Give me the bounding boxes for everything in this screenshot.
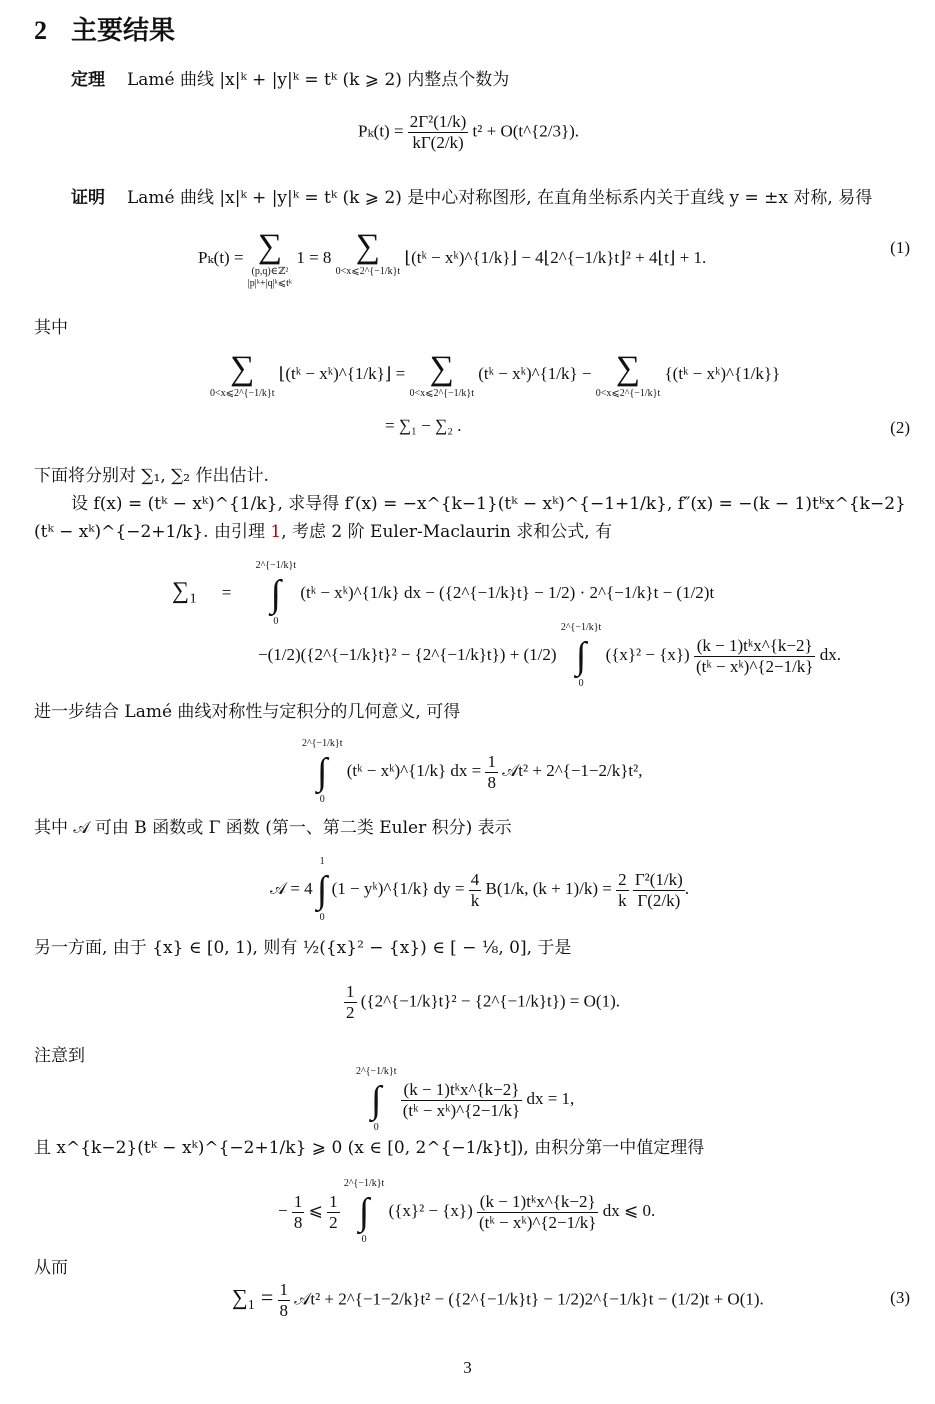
integral-sign (344, 1178, 385, 1246)
fraction-denominator: k (470, 890, 480, 910)
section-heading (34, 10, 175, 47)
eq2-term2: (tᵏ − xᵏ)^{1/k} − (478, 363, 592, 383)
sum-symbol: ∑ (230, 350, 255, 387)
weight-fraction (477, 1192, 598, 1233)
integral-symbol: ∫ (317, 751, 328, 793)
integral-upper-limit: 2^{−1/k}t (302, 738, 343, 749)
integral-lower-limit: 0 (273, 616, 279, 627)
one-eighth-fraction (485, 752, 498, 793)
one-eighth-fraction (292, 1192, 305, 1233)
integral-upper-limit: 2^{−1/k}t (356, 1066, 397, 1077)
sum1-dx: dx. (819, 644, 841, 664)
sum1-expansion-line-2 (258, 622, 841, 690)
fraction-denominator: 8 (293, 1212, 303, 1232)
note-text: 注意到 (34, 1046, 85, 1066)
mv-mid: ({x}² − {x}) (388, 1200, 473, 1220)
integral-symbol: ∫ (358, 1191, 370, 1233)
integral-symbol: ∫ (270, 573, 282, 615)
sum1-fraction (694, 636, 815, 677)
derivative-text-2: , 考虑 2 阶 Euler-Maclaurin 求和公式, 有 (281, 522, 613, 542)
four-over-k (469, 870, 482, 911)
integral-symbol: ∫ (371, 1079, 382, 1121)
sum-symbol: ∑ (615, 350, 641, 387)
integral-symbol: ∫ (575, 635, 587, 677)
sum-symbol: ∑ (429, 350, 454, 387)
sum-symbol: ∑ (257, 228, 283, 265)
two-over-k (616, 870, 629, 911)
sum1-lhs: ∑₁ (172, 577, 198, 604)
eq2-sum-a (210, 350, 275, 400)
integral-lower-limit: 0 (319, 794, 325, 805)
integral-sign (256, 560, 297, 628)
fraction-numerator: 1 (487, 751, 496, 771)
further-text: 进一步结合 Lamé 曲线对称性与定积分的几何意义, 可得 (34, 702, 461, 722)
section-number: 2 (34, 16, 47, 45)
eq2-term3: {(tᵏ − xᵏ)^{1/k}} (664, 363, 781, 383)
fraction-numerator: 4 (470, 869, 480, 889)
half-fraction (344, 982, 357, 1023)
equation-2-line-2: = ∑₁ − ∑₂ . (385, 416, 462, 435)
sum1-fraction-numerator: (k − 1)tᵏx^{k−2} (694, 636, 815, 657)
equation-1 (198, 228, 888, 290)
derivative-paragraph (34, 490, 910, 546)
gamma-denominator: Γ(2/k) (637, 890, 681, 910)
integral-equals-one (356, 1066, 574, 1134)
eq2-sum-b (410, 350, 475, 400)
fraction-denominator: 2 (346, 1003, 355, 1022)
weight-fraction (401, 1080, 522, 1121)
estimate-intro: 下面将分别对 ∑₁, ∑₂ 作出估计. (34, 466, 269, 486)
sum1-expansion-line-1 (172, 560, 714, 628)
equation-number-2: (2) (890, 418, 910, 437)
eq1-rhs: ⌊(tᵏ − xᵏ)^{1/k}⌋ − 4⌊2^{−1/k}t⌋² + 4⌊t⌋ + 1. (404, 247, 707, 267)
section-title: 主要结果 (71, 16, 176, 46)
integral-sign (302, 738, 343, 806)
fraction-denominator: (tᵏ − xᵏ)^{2−1/k} (479, 1212, 597, 1232)
big-o-text: ({2^{−1/k}t}² − {2^{−1/k}t}) = O(1). (360, 991, 620, 1011)
proof-intro-paragraph (34, 184, 910, 212)
integral-sign (561, 622, 602, 690)
fraction-denominator: 8 (279, 1301, 289, 1320)
theorem-fraction-numerator: 2Γ²(1/k) (409, 112, 467, 131)
integral-lower-limit: 0 (361, 1234, 367, 1245)
equation-3 (232, 1280, 764, 1321)
half-fraction (327, 1192, 340, 1233)
note-rhs: dx = 1, (526, 1088, 575, 1108)
integral-lower-limit: 0 (578, 678, 584, 689)
mv-le: ⩽ (308, 1200, 323, 1220)
fraction-numerator: 1 (279, 1280, 289, 1299)
equation-number-1: (1) (890, 238, 910, 257)
mean-value-intro: 且 x^{k−2}(tᵏ − xᵏ)^{−2+1/k} ⩾ 0 (x ∈ [0, 2^{−1/k}t]), 由积分第一中值定理得 (34, 1138, 705, 1158)
theorem-formula (358, 112, 579, 153)
theorem-fraction-denominator: kΓ(2/k) (412, 133, 464, 152)
equation-2-line-1 (210, 350, 780, 400)
mv-minus: − (278, 1200, 288, 1220)
integral-upper-limit: 2^{−1/k}t (560, 622, 602, 633)
A-lhs: 𝒜 = 4 (270, 878, 313, 898)
theorem-formula-lhs: Pₖ(t) = (358, 121, 404, 141)
eq1-lhs: Pₖ(t) = (198, 247, 244, 267)
eq1-sum2-limit: 0<x⩽2^{−1/k}t (335, 266, 401, 277)
proof-intro-text: Lamé 曲线 |x|ᵏ + |y|ᵏ = tᵏ (k ⩾ 2) 是中心对称图形, 在直角坐标系内关于直线 y = ±x 对称, 易得 (127, 188, 873, 208)
fraction-numerator: 1 (346, 982, 355, 1001)
theorem-paragraph (71, 66, 911, 94)
where-text: 其中 (34, 318, 68, 338)
sum1-line2-text: −(1/2)({2^{−1/k}t}² − {2^{−1/k}t}) + (1/2) (258, 644, 557, 664)
big-o-formula (344, 982, 620, 1023)
eq1-sum1-limit: (p,q)∈ℤ² (251, 266, 289, 277)
integral-sign (356, 1066, 397, 1134)
other-hand-text: 另一方面, 由于 {x} ∈ [0, 1), 则有 ½({x}² − {x}) ∈ [ − ⅛, 0], 于是 (34, 938, 572, 958)
fraction-numerator: (k − 1)tᵏx^{k−2} (477, 1192, 598, 1213)
fraction-numerator: 1 (293, 1191, 303, 1211)
derivative-text: 设 f(x) = (tᵏ − xᵏ)^{1/k}, 求导得 f′(x) = −x^{k−1}(tᵏ − xᵏ)^{−1+1/k}, f″(x) = −(k − 1)tᵏx^{k−2}(tᵏ − xᵏ)^{−2+1/k}. 由引理 (34, 494, 906, 542)
one-eighth-fraction (278, 1280, 291, 1321)
where-A-text: 其中 𝒜 可由 B 函数或 Γ 函数 (第一、第二类 Euler 积分) 表示 (34, 818, 512, 838)
fraction-numerator: 1 (329, 1191, 338, 1211)
theorem-fraction (408, 112, 468, 153)
sum1-line1-text: (tᵏ − xᵏ)^{1/k} dx − ({2^{−1/k}t} − 1/2) · 2^{−1/k}t − (1/2)t (300, 582, 715, 602)
fraction-denominator: (tᵏ − xᵏ)^{2−1/k} (402, 1100, 521, 1120)
sum1-fraction-denominator: (tᵏ − xᵏ)^{2−1/k} (695, 656, 814, 676)
equation-number-3: (3) (890, 1288, 910, 1307)
A-end: . (684, 878, 690, 898)
eq1-sum2 (336, 228, 401, 290)
fraction-numerator: 2 (618, 869, 627, 889)
theorem-statement: Lamé 曲线 |x|ᵏ + |y|ᵏ = tᵏ (k ⩾ 2) 内整点个数为 (127, 70, 510, 90)
integral-upper-limit: 1 (319, 856, 325, 867)
A-integrand: (1 − yᵏ)^{1/k} dy = (331, 878, 465, 898)
A-beta: B(1/k, (k + 1)/k) = (485, 878, 612, 898)
integral-lower-limit: 0 (373, 1122, 379, 1133)
geo-integrand: (tᵏ − xᵏ)^{1/k} dx = (346, 760, 482, 780)
fraction-numerator: (k − 1)tᵏx^{k−2} (401, 1080, 522, 1101)
geometric-integral (302, 738, 642, 806)
geo-rhs: 𝒜t² + 2^{−1−2/k}t², (502, 760, 643, 780)
eq2-sum-limit: 0<x⩽2^{−1/k}t (409, 388, 475, 399)
thus-text: 从而 (34, 1258, 68, 1278)
integral-lower-limit: 0 (319, 912, 325, 923)
lemma-reference-link[interactable]: 1 (270, 522, 282, 542)
sum-symbol: ∑ (355, 228, 381, 265)
gamma-numerator: Γ²(1/k) (634, 869, 683, 889)
eq1-sum1 (248, 228, 292, 290)
eq2-term1: ⌊(tᵏ − xᵏ)^{1/k}⌋ = (278, 363, 406, 383)
mv-end: dx ⩽ 0. (602, 1200, 656, 1220)
eq2-sum-limit: 0<x⩽2^{−1/k}t (210, 388, 275, 399)
fraction-denominator: 8 (487, 772, 496, 792)
eq1-mid: 1 = 8 (296, 247, 332, 267)
sum1-equals: = (221, 582, 232, 602)
eq2-sum-c (596, 350, 661, 400)
theorem-formula-rhs: t² + O(t^{2/3}). (472, 121, 580, 141)
integral-sign (317, 856, 327, 924)
integral-upper-limit: 2^{−1/k}t (343, 1178, 385, 1189)
gamma-fraction (633, 870, 685, 911)
eq3-rhs: 𝒜t² + 2^{−1−2/k}t² − ({2^{−1/k}t} − 1/2)2^{−1/k}t − (1/2)t + O(1). (294, 1289, 764, 1309)
fraction-denominator: 2 (329, 1212, 338, 1232)
page-number: 3 (463, 1358, 472, 1377)
proof-label: 证明 (71, 188, 105, 208)
eq2-sum-limit: 0<x⩽2^{−1/k}t (595, 388, 661, 399)
theorem-label: 定理 (71, 70, 105, 90)
fraction-denominator: k (618, 890, 627, 910)
sum1-line2b-text: ({x}² − {x}) (605, 644, 690, 664)
integral-symbol: ∫ (316, 869, 328, 911)
mean-value-inequality (278, 1178, 655, 1246)
eq3-lhs: ∑₁ = (232, 1284, 274, 1310)
integral-upper-limit: 2^{−1/k}t (255, 560, 297, 571)
A-formula (270, 856, 689, 924)
eq1-sum1-limit2: |p|ᵏ+|q|ᵏ⩽tᵏ (247, 278, 293, 289)
